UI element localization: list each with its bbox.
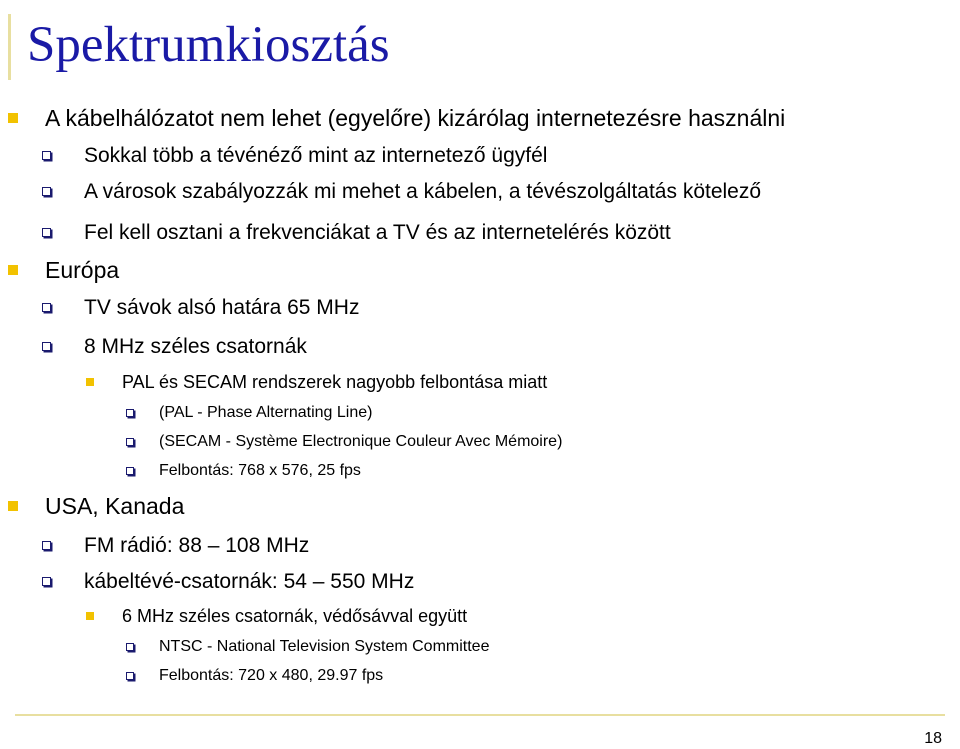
bullet-text: (PAL - Phase Alternating Line): [159, 404, 373, 421]
bullet-text: NTSC - National Television System Committee: [159, 638, 490, 655]
checkbox-bullet-icon: [42, 303, 51, 312]
bullet-text: PAL és SECAM rendszerek nagyobb felbontása miatt: [122, 372, 548, 392]
bullet-text: USA, Kanada: [45, 493, 185, 519]
checkbox-bullet-icon: [42, 187, 51, 196]
checkbox-bullet-icon: [42, 228, 51, 237]
bullet-text: (SECAM - Système Electronique Couleur Avec Mémoire): [159, 433, 563, 450]
checkbox-bullet-icon: [126, 643, 134, 651]
title-accent-rule: [8, 14, 11, 80]
bullet-text: 6 MHz széles csatornák, védősávval együtt: [122, 606, 468, 626]
bullet-text: FM rádió: 88 – 108 MHz: [84, 534, 310, 557]
bullet-text: Fel kell osztani a frekvenciákat a TV és az internetelérés között: [84, 221, 671, 244]
checkbox-bullet-icon: [126, 409, 134, 417]
checkbox-bullet-icon: [42, 541, 51, 550]
bullet-text: 8 MHz széles csatornák: [84, 335, 307, 358]
square-bullet-icon: [8, 113, 18, 123]
checkbox-bullet-icon: [42, 342, 51, 351]
checkbox-bullet-icon: [126, 467, 134, 475]
square-bullet-icon: [8, 501, 18, 511]
bullet-text: Felbontás: 768 x 576, 25 fps: [159, 462, 361, 479]
bullet-text: A kábelhálózatot nem lehet (egyelőre) kizárólag internetezésre használni: [45, 105, 786, 131]
footer-rule: [15, 714, 945, 716]
bullet-text: kábeltévé-csatornák: 54 – 550 MHz: [84, 570, 415, 593]
bullet-text: TV sávok alsó határa 65 MHz: [84, 296, 360, 319]
slide-title: Spektrumkiosztás: [27, 17, 390, 73]
bullet-text: Sokkal több a tévénéző mint az internetező ügyfél: [84, 144, 548, 167]
checkbox-bullet-icon: [126, 438, 134, 446]
checkbox-bullet-icon: [42, 151, 51, 160]
bullet-text: Európa: [45, 257, 120, 283]
checkbox-bullet-icon: [42, 577, 51, 586]
bullet-text: Felbontás: 720 x 480, 29.97 fps: [159, 667, 384, 684]
square-bullet-icon: [86, 378, 94, 386]
square-bullet-icon: [86, 612, 94, 620]
checkbox-bullet-icon: [126, 672, 134, 680]
square-bullet-icon: [8, 265, 18, 275]
page-number: 18: [924, 730, 942, 747]
bullet-text: A városok szabályozzák mi mehet a kábelen, a tévészolgáltatás kötelező: [84, 180, 762, 203]
